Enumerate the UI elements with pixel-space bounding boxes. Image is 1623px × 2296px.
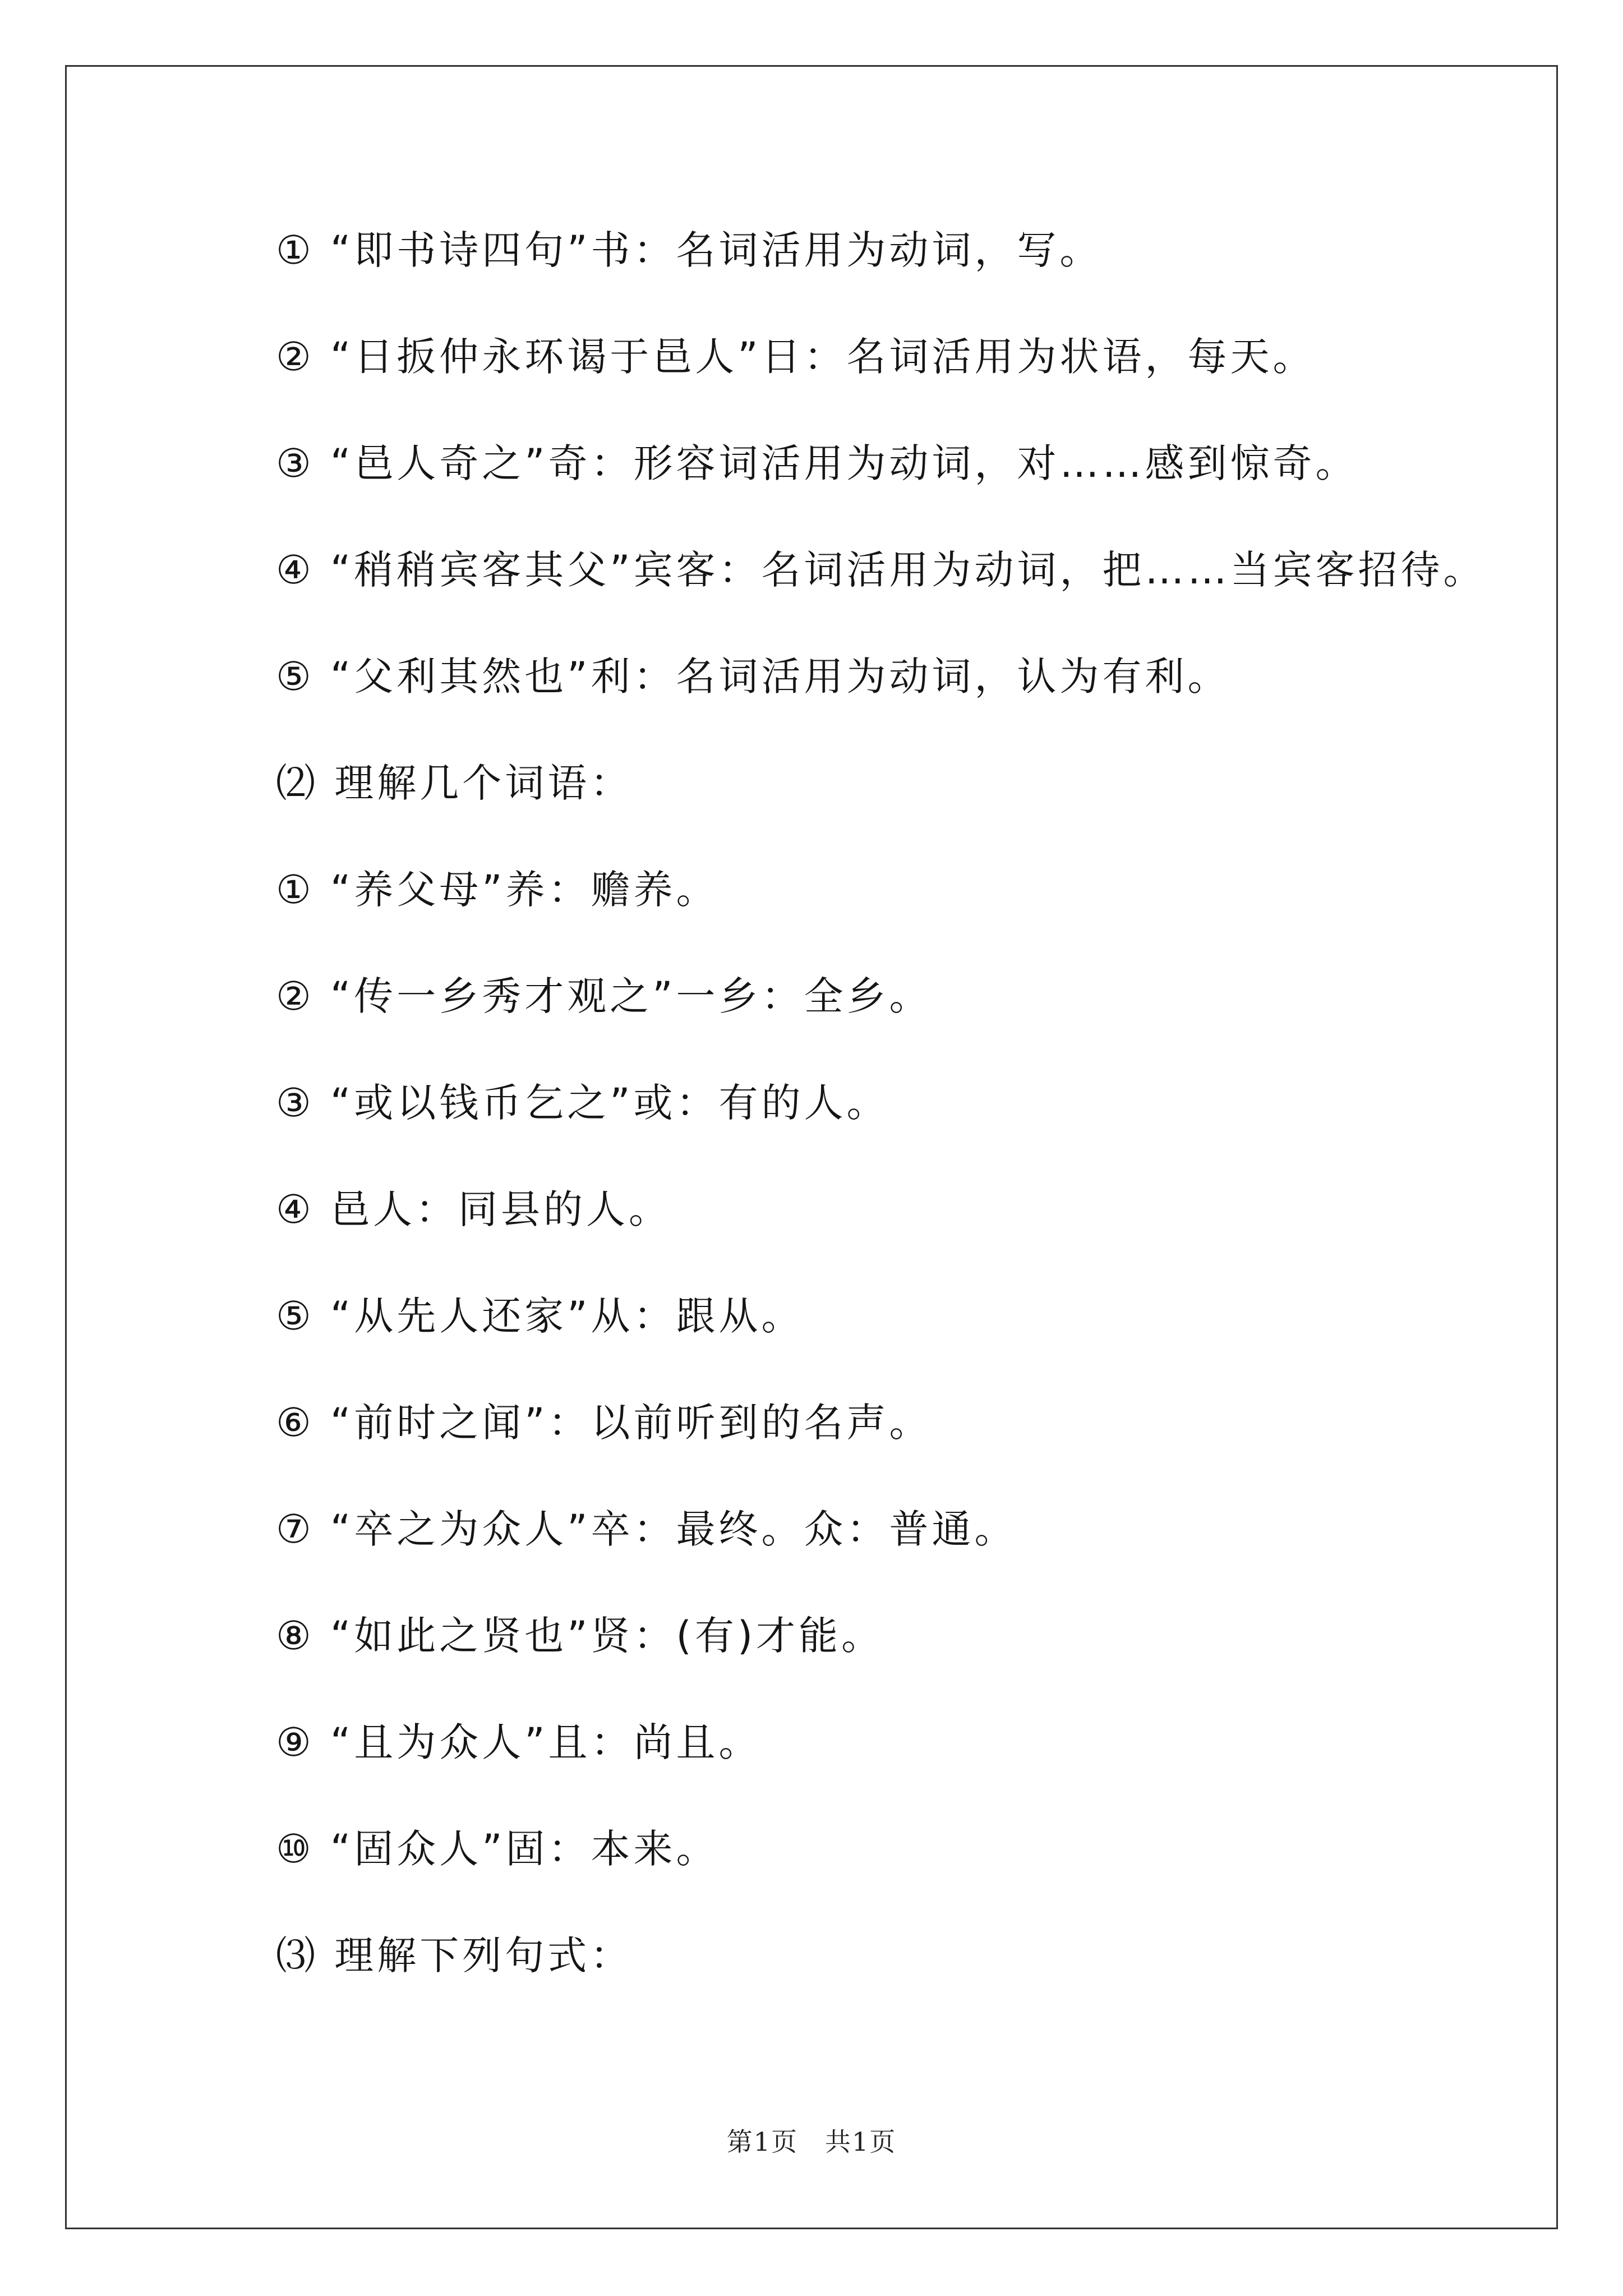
text-line: ④ “稍稍宾客其父”宾客：名词活用为动词，把……当宾客招待。 <box>276 547 1486 593</box>
text-line: ② “传一乡秀才观之”一乡：全乡。 <box>276 973 932 1019</box>
page-border <box>65 65 1558 2229</box>
text-line: ⑤ “父利其然也”利：名词活用为动词，认为有利。 <box>276 654 1230 700</box>
text-line: ① “养父母”养：赡养。 <box>276 867 719 913</box>
text-line: ⑥ “前时之闻”：以前听到的名声。 <box>276 1400 932 1446</box>
text-line: ⑦ “卒之为众人”卒：最终。众：普通。 <box>276 1506 1017 1552</box>
text-line: ⑤ “从先人还家”从：跟从。 <box>276 1293 804 1339</box>
section-heading: ⑵ 理解几个词语： <box>276 760 633 806</box>
text-line: ③ “或以钱币乞之”或：有的人。 <box>276 1080 889 1126</box>
text-line: ③ “邑人奇之”奇：形容词活用为动词，对……感到惊奇。 <box>276 440 1358 486</box>
page-footer: 第1页 共1页 <box>726 2127 897 2157</box>
text-line: ⑩ “固众人”固：本来。 <box>276 1826 719 1872</box>
text-line: ④ 邑人：同县的人。 <box>276 1186 672 1232</box>
text-line: ① “即书诗四句”书：名词活用为动词，写。 <box>276 227 1103 273</box>
text-line: ⑨ “且为众人”且：尚且。 <box>276 1719 762 1765</box>
text-line: ② “日扳仲永环谒于邑人”日：名词活用为状语，每天。 <box>276 334 1316 380</box>
section-heading: ⑶ 理解下列句式： <box>276 1932 633 1978</box>
text-line: ⑧ “如此之贤也”贤：(有)才能。 <box>276 1613 884 1659</box>
